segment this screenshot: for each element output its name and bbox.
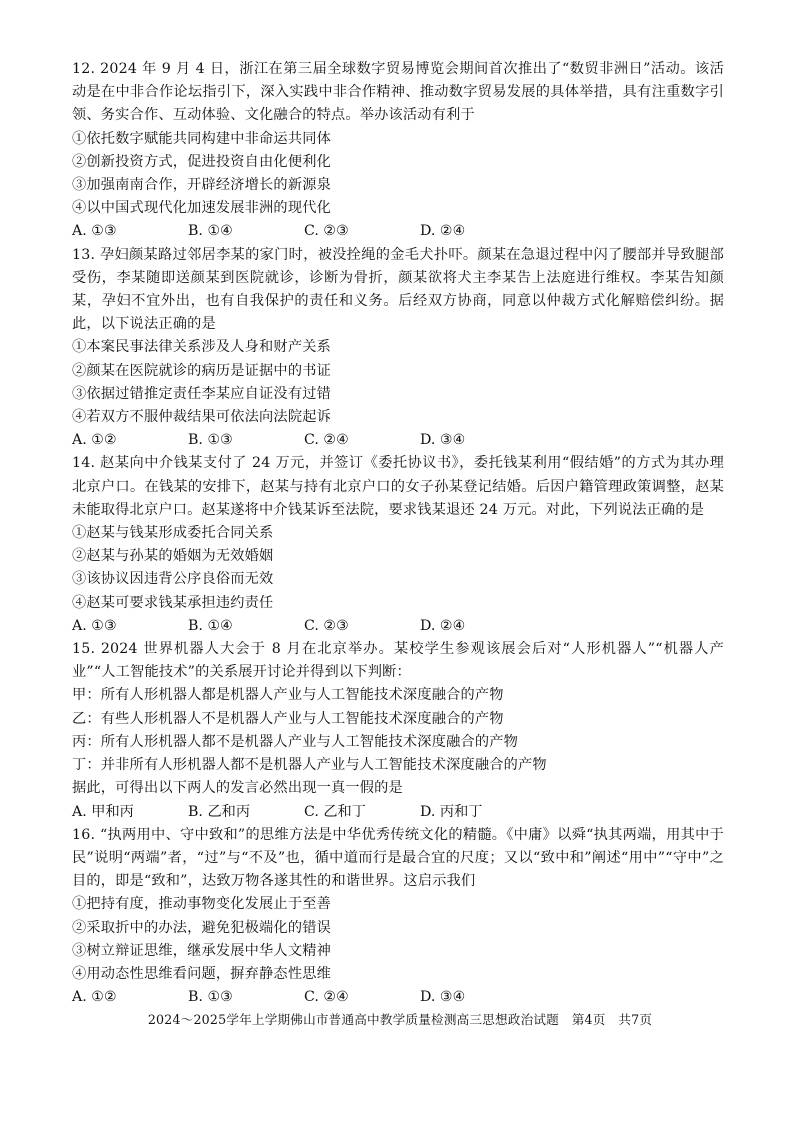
option-statement: ②创新投资方式，促进投资自由化便利化 — [72, 153, 331, 170]
question-16 — [72, 824, 724, 1010]
judgment-statement: 丙：所有人形机器人都不是机器人产业与人工智能技术深度融合的产物 — [72, 733, 519, 750]
question-15 — [72, 638, 724, 824]
choice-c: C. ②③ — [304, 617, 349, 634]
choice-d: D. ②④ — [420, 223, 466, 240]
option-statement: ②采取折中的办法，避免犯极端化的错误 — [72, 919, 331, 936]
choice-b: B. ①③ — [188, 989, 233, 1006]
choice-c: C. ②④ — [304, 432, 349, 449]
choice-b: B. 乙和丙 — [188, 803, 251, 820]
option-statement: ③该协议因违背公序良俗而无效 — [72, 571, 274, 588]
question-stem: 13. 孕妇颜某路过邻居李某的家门时，被没拴绳的金毛犬扑吓。颜某在急退过程中闪了腰部并导致腿部受伤，李某随即送颜某到医院就诊，诊断为骨折，颜某欲将犬主李某告上法庭进行维权。李某告知颜某，孕妇不宜外出，也有自我保护的责任和义务。后经双方协商，同意以仲裁方式化解赔偿纠纷。据此，以下说法正确的是 — [72, 246, 724, 333]
question-14 — [72, 452, 724, 638]
judgment-statement: 甲：所有人形机器人都是机器人产业与人工智能技术深度融合的产物 — [72, 687, 504, 704]
question-stem: 12. 2024 年 9 月 4 日，浙江在第三届全球数字贸易博览会期间首次推出了“数贸非洲日”活动。该活动是在中非合作论坛指引下，深入实践中非合作精神、推动数字贸易发展的具体举措，具有注重数字引领、务实合作、互动体验、文化融合的特点。举办该活动有利于 — [72, 61, 724, 124]
question-stem: 15. 2024 世界机器人大会于 8 月在北京举办。某校学生参观该展会后对“人形机器人”“机器人产业”“人工智能技术”的关系展开讨论并得到以下判断： — [72, 641, 724, 681]
question-stem: 16. “执两用中、守中致和”的思维方法是中华优秀传统文化的精髓。《中庸》以舜“执其两端，用其中于民”说明“两端”者，“过”与“不及”也，循中道而行是最合宜的尺度；又以“致中和”阐述“用中”“守中”之目的，即是“致和”，达致万物各遂其性的和谐世界。这启示我们 — [72, 826, 724, 890]
option-statement: ④以中国式现代化加速发展非洲的现代化 — [72, 200, 331, 217]
answer-choices — [72, 220, 724, 243]
option-statement: ①本案民事法律关系涉及人身和财产关系 — [72, 339, 331, 356]
choice-d: D. 丙和丁 — [420, 803, 483, 820]
choice-a: A. ①③ — [72, 617, 117, 634]
option-statement: ③树立辩证思维，继承发展中华人文精神 — [72, 942, 331, 959]
choice-b: B. ①③ — [188, 432, 233, 449]
option-statement: ①依托数字赋能共同构建中非命运共同体 — [72, 130, 331, 147]
answer-choices — [72, 615, 724, 638]
choice-c: C. ②③ — [304, 223, 349, 240]
choice-a: A. ①② — [72, 432, 117, 449]
option-statement: ③加强南南合作，开辟经济增长的新源泉 — [72, 177, 331, 194]
answer-choices — [72, 801, 724, 824]
choice-b: B. ①④ — [188, 617, 233, 634]
option-statement: ①把持有度，推动事物变化发展止于至善 — [72, 896, 331, 913]
option-statement: ④若双方不服仲裁结果可依法向法院起诉 — [72, 409, 331, 426]
choice-d: D. ②④ — [420, 617, 466, 634]
answer-choices — [72, 429, 724, 452]
option-statement: ①赵某与钱某形成委托合同关系 — [72, 525, 274, 542]
judgment-statement: 丁：并非所有人形机器人都不是机器人产业与人工智能技术深度融合的产物 — [72, 757, 547, 774]
question-13 — [72, 244, 724, 453]
choice-a: A. ①② — [72, 989, 117, 1006]
choice-a: A. ①③ — [72, 223, 117, 240]
question-list — [72, 58, 724, 1009]
question-prompt: 据此，可得出以下两人的发言必然出现一真一假的是 — [72, 780, 403, 797]
choice-a: A. 甲和丙 — [72, 803, 134, 820]
choice-d: D. ③④ — [420, 989, 466, 1006]
choice-c: C. 乙和丁 — [304, 803, 366, 820]
option-statement: ②赵某与孙某的婚姻为无效婚姻 — [72, 548, 274, 565]
judgment-statement: 乙：有些人形机器人不是机器人产业与人工智能技术深度融合的产物 — [72, 710, 504, 727]
choice-c: C. ②④ — [304, 989, 349, 1006]
page-footer: 2024～2025学年上学期佛山市普通高中教学质量检测高三思想政治试题 第4页 共7页 — [147, 1012, 653, 1027]
question-12 — [72, 58, 724, 244]
answer-choices — [72, 986, 724, 1009]
option-statement: ④用动态性思维看问题，摒弃静态性思维 — [72, 965, 331, 982]
question-stem: 14. 赵某向中介钱某支付了 24 万元，并签订《委托协议书》，委托钱某利用“假结婚”的方式为其办理北京户口。在钱某的安排下，赵某与持有北京户口的女子孙某登记结婚。后因户籍管理政策调整，赵某未能取得北京户口。赵某遂将中介钱某诉至法院，要求钱某退还 24 万元。对此，下列说法正确的是 — [72, 455, 724, 518]
option-statement: ②颜某在医院就诊的病历是证据中的书证 — [72, 362, 331, 379]
choice-b: B. ①④ — [188, 223, 233, 240]
choice-d: D. ③④ — [420, 432, 466, 449]
option-statement: ④赵某可要求钱某承担违约责任 — [72, 594, 274, 611]
option-statement: ③依据过错推定责任李某应自证没有过错 — [72, 385, 331, 402]
